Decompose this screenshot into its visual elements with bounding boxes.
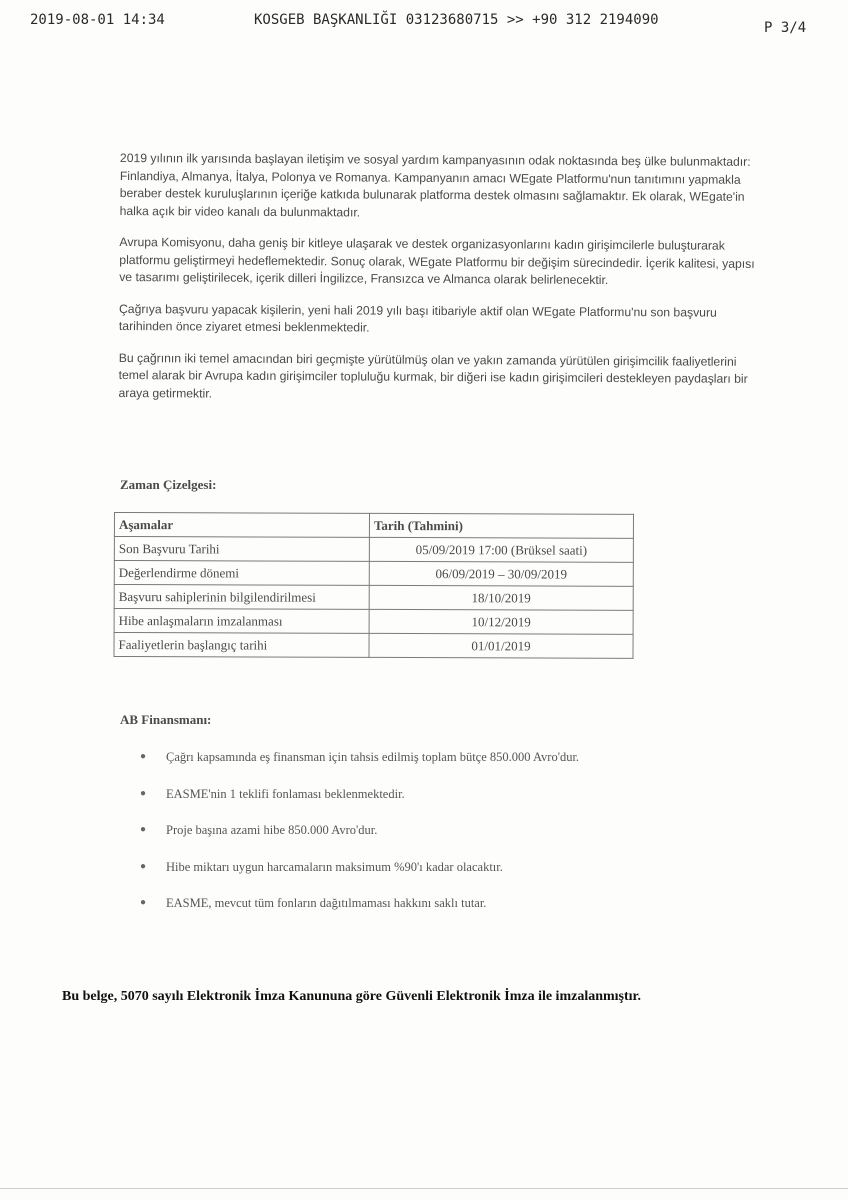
- column-header-stage: Aşamalar: [114, 513, 369, 538]
- fax-page-number: P 3/4: [764, 20, 807, 36]
- bullet-icon: ●: [140, 751, 147, 762]
- date-cell: 06/09/2019 – 30/09/2019: [369, 561, 633, 586]
- date-cell: 01/01/2019: [369, 633, 633, 658]
- list-item: [140, 858, 740, 895]
- stage-cell: Hibe anlaşmaların imzalanması: [114, 609, 369, 634]
- timeline-heading: Zaman Çizelgesi:: [120, 477, 217, 492]
- funding-heading: AB Finansmanı:: [120, 712, 212, 727]
- date-cell: 05/09/2019 17:00 (Brüksel saati): [369, 537, 633, 562]
- paragraph-objectives: Bu çağrının iki temel amacından biri geçmişte yürütülmüş olan ve yakın zamanda yürütülen girişimcilik faaliyetlerini temel alarak bir Avrupa kadın girişimciler topluluğu kurmak, bir diğeri ise kadın girişimcileri destekleyen paydaşları bir araya getirmektir.: [118, 350, 748, 401]
- list-item: [140, 748, 740, 785]
- body-text: [118, 150, 760, 420]
- stage-cell: Değerlendirme dönemi: [114, 561, 369, 586]
- list-item: [140, 894, 740, 931]
- paragraph-applicants: Çağrıya başvuru yapacak kişilerin, yeni hali 2019 yılı başı itibariyle aktif olan WEgate Platformu'nu son başvuru tarihinden önce ziyaret etmesi beklenmektedir.: [118, 301, 717, 335]
- list-item: [140, 785, 740, 822]
- stage-cell: Başvuru sahiplerinin bilgilendirilmesi: [114, 585, 369, 610]
- paragraph-campaign: 2019 yılının ilk yarısında başlayan iletişim ve sosyal yardım kampanyasının odak noktasında beş ülke bulunmaktadır: Finlandiya, Almanya, İtalya, Polonya ve Romanya. Kampanyanın amacı WEgate Platformu'nun tanıtımını yapmakla beraber destek kuruluşlarının içeriğe katkıda bulunarak platforma destek olmasını sağlamaktır. Ek olarak, WEgate'in halka açık bir video kanalı da bulunmaktadır.: [119, 150, 751, 219]
- paragraph-commission: Avrupa Komisyonu, daha geniş bir kitleye ulaşarak ve destek organizasyonlarını kadın girişimcilerle buluşturarak platformu geliştirmeyi hedeflemektedir. Sonuç olarak, WEgate Platformu bir değişim sürecindedir. İçerik kalitesi, yapısı ve tasarımı geliştirilecek, içerik dilleri İngilizce, Fransızca ve Almanca olarak belirlenecektir.: [119, 234, 755, 287]
- list-item: [140, 821, 740, 858]
- bullet-icon: ●: [140, 860, 147, 872]
- table-header-row: [114, 513, 633, 539]
- funding-item-text: Proje başına azami hibe 850.000 Avro'dur.: [166, 823, 378, 837]
- bullet-icon: ●: [140, 787, 147, 799]
- funding-item-text: EASME, mevcut tüm fonların dağıtılmaması hakkını saklı tutar.: [166, 896, 487, 910]
- funding-item-text: EASME'nin 1 teklifi fonlaması beklenmektedir.: [166, 786, 405, 801]
- funding-item-text: Hibe miktarı uygun harcamaların maksimum %90'ı kadar olacaktır.: [166, 859, 503, 874]
- fax-datetime: 2019-08-01 14:34: [30, 12, 165, 28]
- stage-cell: Son Başvuru Tarihi: [114, 537, 369, 562]
- table-row: [114, 633, 633, 659]
- fax-header: [0, 12, 848, 42]
- bullet-icon: ●: [140, 897, 147, 908]
- bullet-icon: ●: [140, 824, 147, 835]
- date-cell: 10/12/2019: [369, 609, 633, 634]
- fax-sender-line: KOSGEB BAŞKANLIĞI 03123680715 >> +90 312 2194090: [254, 12, 659, 28]
- e-signature-note: Bu belge, 5070 sayılı Elektronik İmza Kanununa göre Güvenli Elektronik İmza ile imzalanmıştır.: [62, 989, 641, 1004]
- table-row: [114, 585, 633, 611]
- table-row: [114, 609, 633, 635]
- column-header-date: Tarih (Tahmini): [369, 513, 633, 538]
- table-row: [114, 561, 633, 587]
- funding-list: [140, 748, 740, 931]
- table-row: [114, 537, 633, 563]
- page-bottom-divider: [0, 1188, 848, 1189]
- stage-cell: Faaliyetlerin başlangıç tarihi: [114, 633, 369, 658]
- funding-item-text: Çağrı kapsamında eş finansman için tahsis edilmiş toplam bütçe 850.000 Avro'dur.: [166, 750, 580, 764]
- date-cell: 18/10/2019: [369, 585, 633, 610]
- timeline-table: [113, 512, 634, 659]
